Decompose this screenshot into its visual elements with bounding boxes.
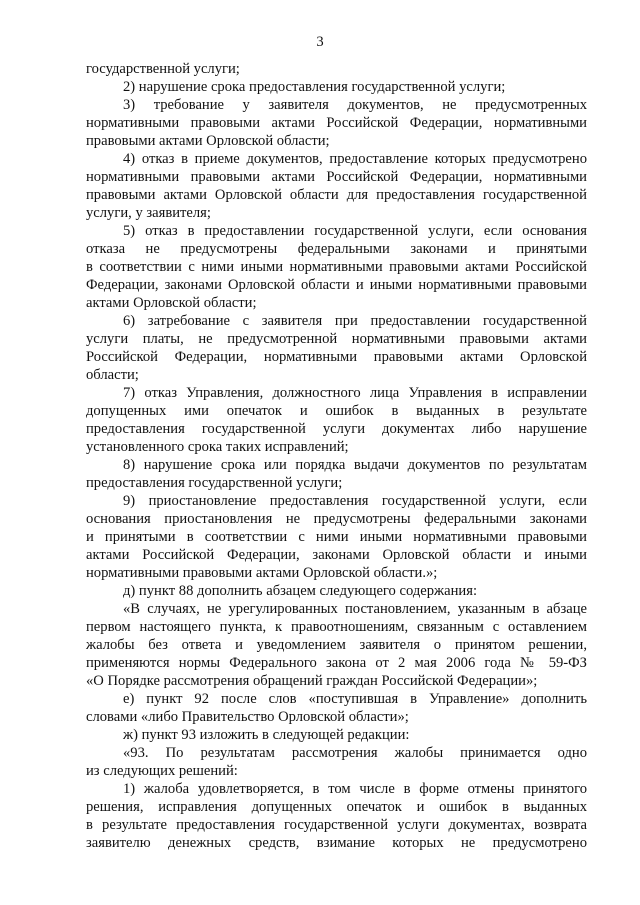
text-line: Российской Федерации, нормативными правовыми актами Орловской [86, 349, 587, 365]
text-line: услуги, у заявителя; [86, 205, 211, 221]
text-line: 7) отказ Управления, должностного лица Управления в исправлении [123, 385, 587, 401]
text-line: основания приостановления не предусмотрены федеральными законами [86, 511, 587, 527]
text-line: актами Орловской области; [86, 295, 257, 311]
text-line: допущенных ими опечаток и ошибок в выданных в результате [86, 403, 587, 419]
text-line: услуги платы, не предусмотренной нормативными правовыми актами [86, 331, 587, 347]
text-line: 8) нарушение срока или порядка выдачи документов по результатам [123, 457, 587, 473]
paragraph [86, 492, 587, 582]
text-line: государственной услуги; [86, 61, 240, 77]
text-line: «О Порядке рассмотрения обращений граждан Российской Федерации»; [86, 673, 538, 689]
text-line: нормативными правовыми актами Российской Федерации, нормативными [86, 115, 587, 131]
text-line: в соответствии с ними иными нормативными правовыми актами Российской [86, 259, 587, 275]
text-line: актами Российской Федерации, законами Орловской области и иными [86, 547, 587, 563]
paragraph [86, 222, 587, 312]
page-number: 3 [316, 34, 324, 50]
text-line: предоставления государственной услуги; [86, 475, 343, 491]
text-line: нормативными правовыми актами Орловской области.»; [86, 565, 438, 581]
text-line: 9) приостановление предоставления государственной услуги, если [123, 493, 587, 509]
text-line: 3) требование у заявителя документов, не предусмотренных [123, 97, 587, 113]
paragraph [86, 312, 587, 384]
paragraph [86, 582, 587, 600]
paragraph [86, 600, 587, 690]
text-line: 5) отказ в предоставлении государственной услуги, если основания [123, 223, 587, 239]
text-line: в результате предоставления государственной услуги документах, возврата [86, 817, 587, 833]
paragraph [86, 456, 587, 492]
text-line: отказа не предусмотрены федеральными законами и принятыми [86, 241, 587, 257]
text-line: первом настоящего пункта, к правоотношениям, связанным с оставлением [86, 619, 587, 635]
text-line: словами «либо Правительство Орловской области»; [86, 709, 409, 725]
text-line: 6) затребование с заявителя при предоставлении государственной [123, 313, 587, 329]
text-line: 2) нарушение срока предоставления государственной услуги; [123, 79, 506, 95]
paragraph [86, 78, 587, 96]
text-line: из следующих решений: [86, 763, 238, 779]
text-line: е) пункт 92 после слов «поступившая в Управление» дополнить [123, 691, 587, 707]
text-line: ж) пункт 93 изложить в следующей редакции: [123, 727, 410, 743]
text-line: 1) жалоба удовлетворяется, в том числе в форме отмены принятого [123, 781, 587, 797]
text-line: применяются нормы Федерального закона от 2 мая 2006 года № 59-ФЗ [86, 655, 587, 671]
text-line: области; [86, 367, 139, 383]
text-line: «В случаях, не урегулированных постановлением, указанным в абзаце [123, 601, 587, 617]
paragraph [86, 726, 587, 744]
paragraph [86, 690, 587, 726]
paragraph [86, 150, 587, 222]
paragraph [86, 384, 587, 456]
text-line: и принятыми в соответствии с ними иными нормативными правовыми [86, 529, 587, 545]
text-line: предоставления государственной услуги документах либо нарушение [86, 421, 587, 437]
paragraph [86, 744, 587, 780]
text-line: «93. По результатам рассмотрения жалобы принимается одно [123, 745, 587, 761]
text-line: д) пункт 88 дополнить абзацем следующего содержания: [123, 583, 478, 599]
paragraph [86, 60, 587, 78]
text-line: правовыми актами Орловской области для предоставления государственной [86, 187, 587, 203]
text-line: Федерации, законами Орловской области и иными нормативными правовыми [86, 277, 587, 293]
text-line: правовыми актами Орловской области; [86, 133, 330, 149]
text-line: решения, исправления допущенных опечаток и ошибок в выданных [86, 799, 587, 815]
text-line: 4) отказ в приеме документов, предоставление которых предусмотрено [123, 151, 587, 167]
text-line: нормативными правовыми актами Российской Федерации, нормативными [86, 169, 587, 185]
text-line: установленного срока таких исправлений; [86, 439, 349, 455]
text-line: жалобы без ответа и уведомлением заявителя о принятом решении, [86, 637, 587, 653]
paragraph [86, 96, 587, 150]
text-line: заявителю денежных средств, взимание которых не предусмотрено [86, 835, 587, 851]
document-body [86, 60, 587, 852]
paragraph [86, 780, 587, 852]
